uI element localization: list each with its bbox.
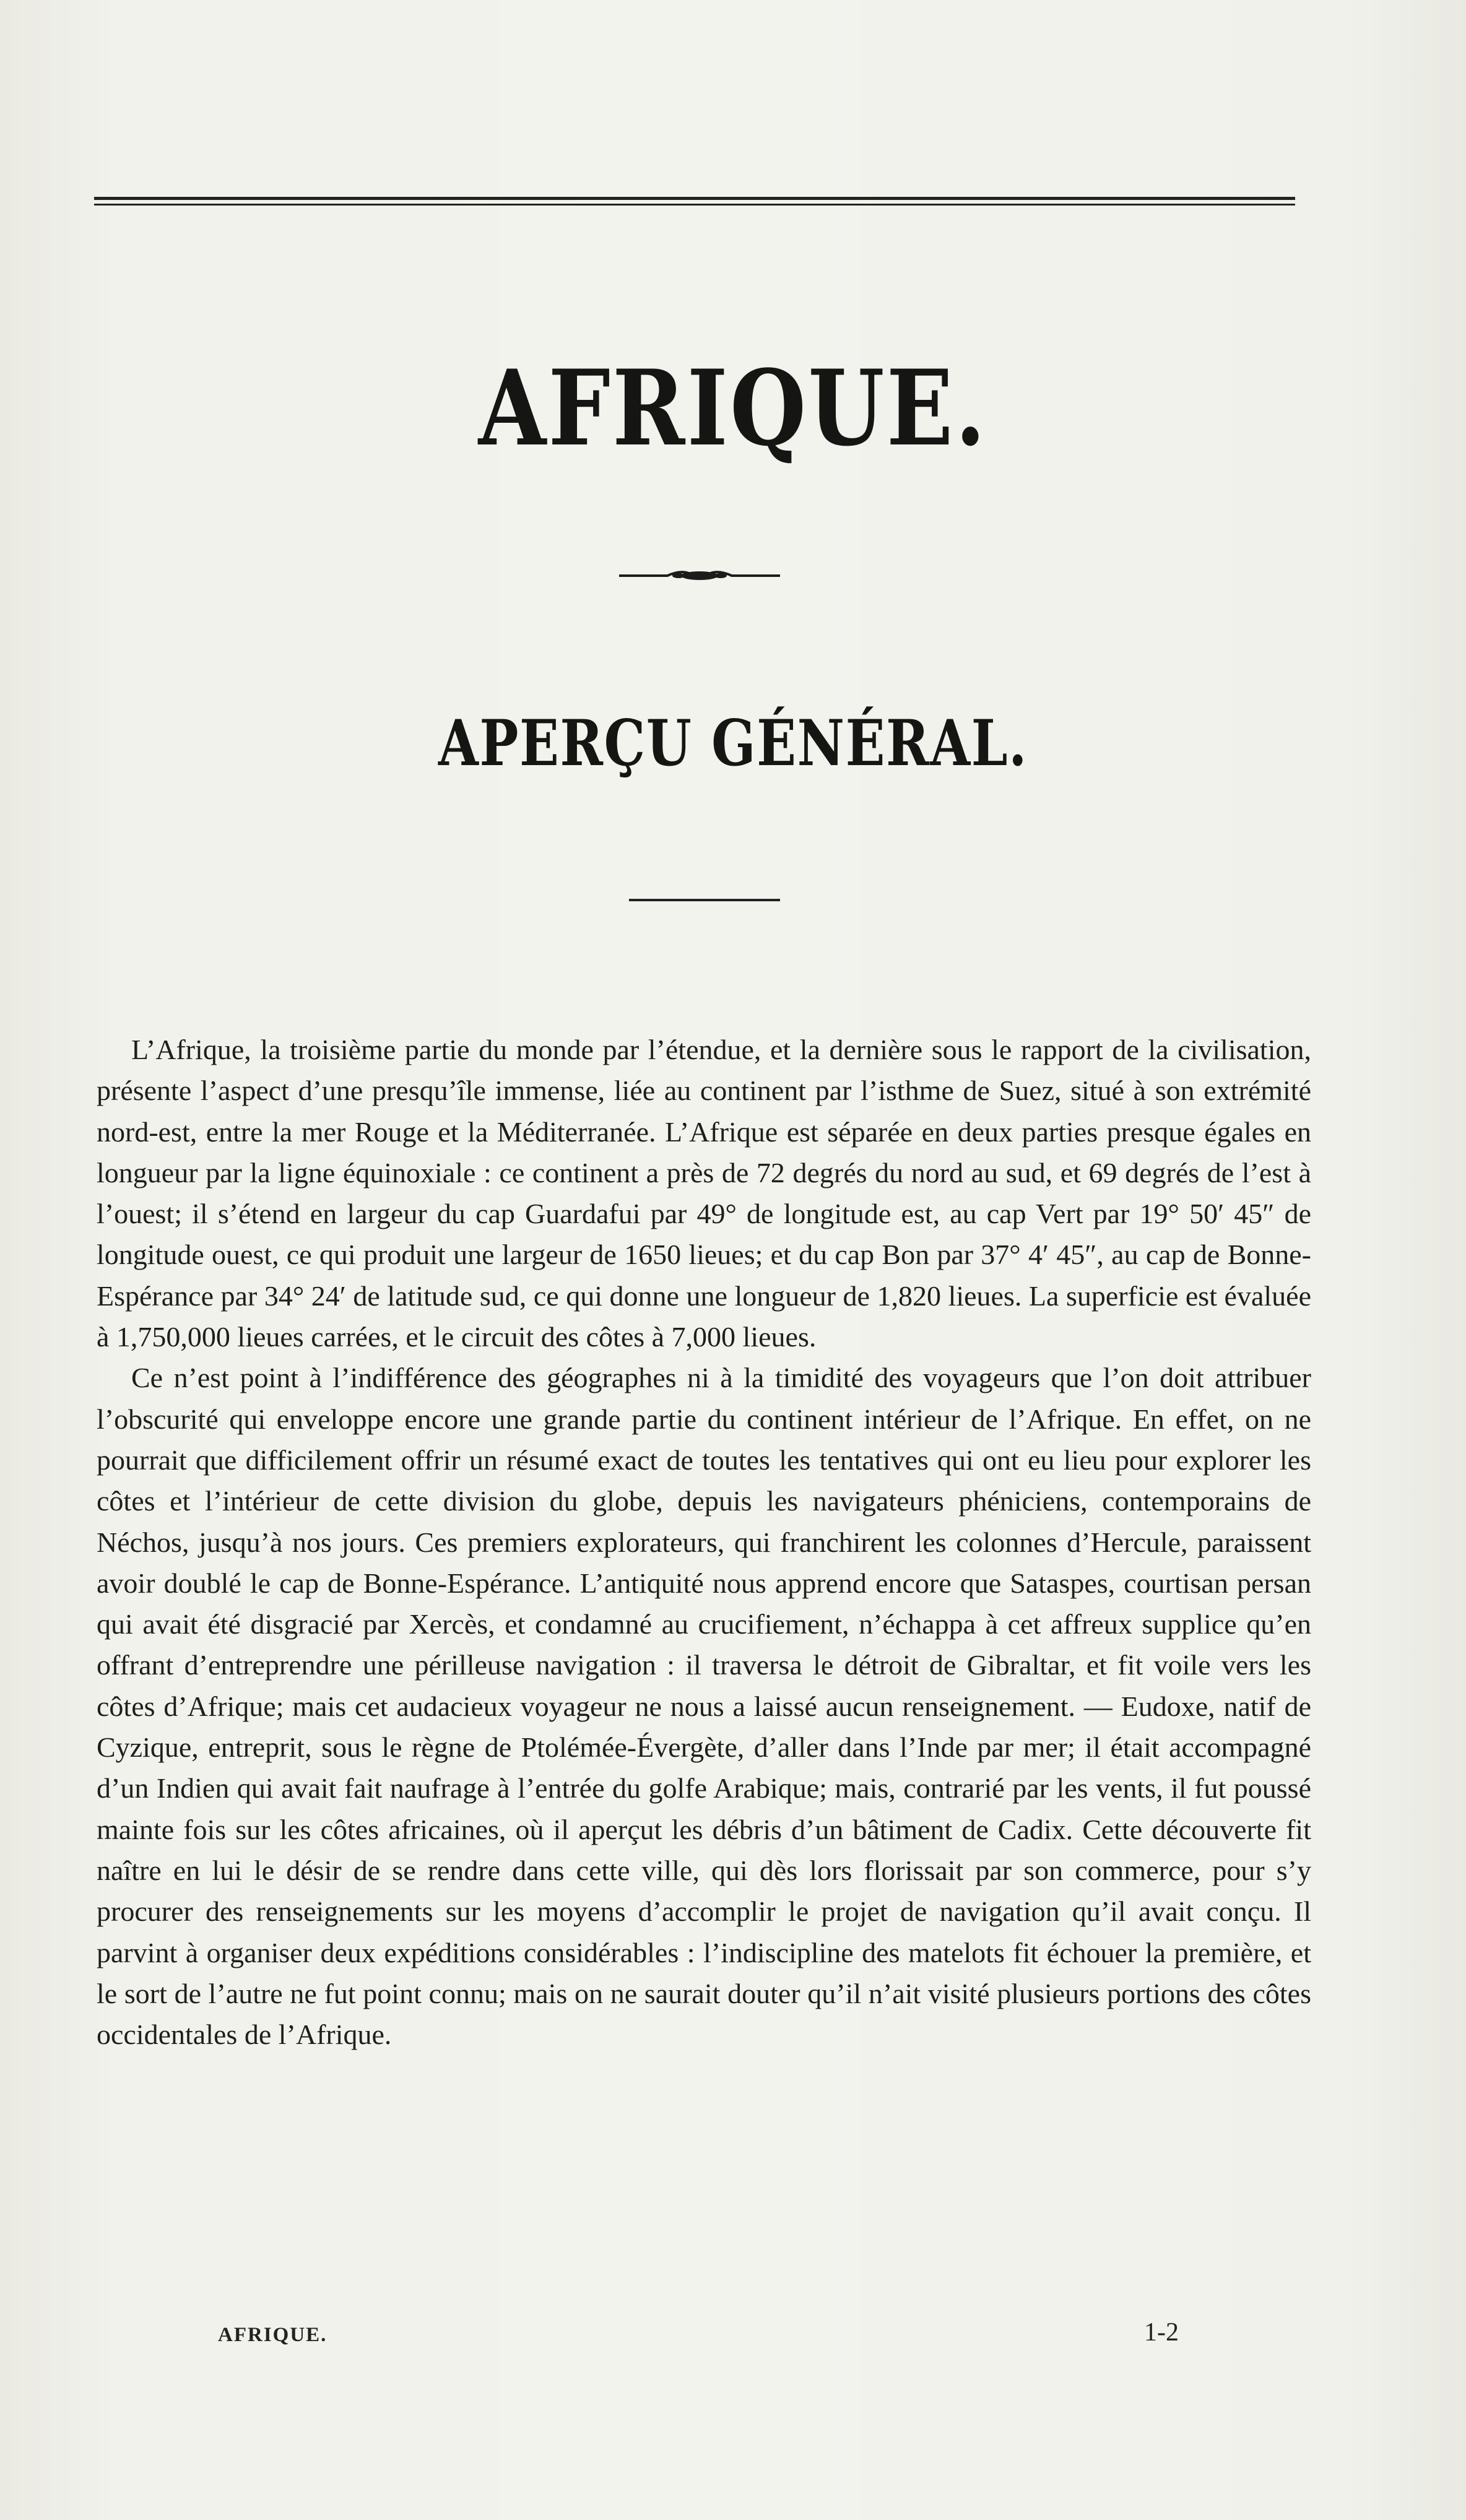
header-double-rule bbox=[94, 197, 1295, 208]
body-text bbox=[97, 1029, 1311, 2055]
paragraph: Ce n’est point à l’indifférence des géographes ni à la timidité des voyageurs que l’on doit attribuer l’obscurité qui enveloppe encore une grande partie du continent intérieur de l’Afrique. En effet, on ne pourrait que difficilement offrir un résumé exact de toutes les tentatives qui ont eu lieu pour explorer les côtes et l’intérieur de cette division du globe, depuis les navigateurs phéniciens, contemporains de Néchos, jusqu’à nos jours. Ces premiers explorateurs, qui franchirent les colonnes d’Hercule, paraissent avoir doublé le cap de Bonne-Espérance. L’antiquité nous apprend encore que Sataspes, courtisan persan qui avait été disgracié par Xercès, et condamné au crucifiement, n’échappa à cet affreux supplice qu’en offrant d’entreprendre une périlleuse navigation : il traversa le détroit de Gibraltar, et fit voile vers les côtes d’Afrique; mais cet audacieux voyageur ne nous a laissé aucun renseignement. — Eudoxe, natif de Cyzique, entreprit, sous le règne de Ptolémée-Évergète, d’aller dans l’Inde par mer; il était accompagné d’un Indien qui avait fait naufrage à l’entrée du golfe Arabique; mais, contrarié par les vents, il fut poussé mainte fois sur les côtes africaines, où il aperçut les débris d’un bâtiment de Cadix. Cette découverte fit naître en lui le désir de se rendre dans cette ville, qui dès lors florissait par son commerce, pour s’y procurer des renseignements sur les moyens d’accomplir le projet de navigation qu’il avait conçu. Il parvint à organiser deux expéditions considérables : l’indiscipline des matelots fit échouer la première, et le sort de l’autre ne fut point connu; mais on ne saurait douter qu’il n’ait visité plusieurs portions des côtes occidentales de l’Afrique. bbox=[97, 1362, 1311, 2051]
page-title: AFRIQUE. bbox=[478, 347, 988, 469]
ornament-divider-icon bbox=[619, 568, 780, 583]
section-title: APERÇU GÉNÉRAL. bbox=[438, 706, 1028, 781]
footer-signature: AFRIQUE. bbox=[218, 2324, 327, 2346]
footer-page-number: 1-2 bbox=[1144, 2318, 1179, 2347]
section-rule bbox=[629, 899, 780, 901]
paragraph: L’Afrique, la troisième partie du monde par l’étendue, et la dernière sous le rapport de la civilisation, présente l’aspect d’une presqu’île immense, liée au continent par l’isthme de Suez, situé à son extrémité nord-est, entre la mer Rouge et la Méditerranée. L’Afrique est séparée en deux parties presque égales en longueur par la ligne équinoxiale : ce continent a près de 72 degrés du nord au sud, et 69 degrés de l’est à l’ouest; il s’étend en largeur du cap Guardafui par 49° de longitude est, au cap Vert par 19° 50′ 45″ de longitude ouest, ce qui produit une largeur de 1650 lieues; et du cap Bon par 37° 4′ 45″, au cap de Bonne-Espérance par 34° 24′ de latitude sud, ce qui donne une longueur de 1,820 lieues. La superficie est évaluée à 1,750,000 lieues carrées, et le circuit des côtes à 7,000 lieues. bbox=[97, 1034, 1311, 1353]
